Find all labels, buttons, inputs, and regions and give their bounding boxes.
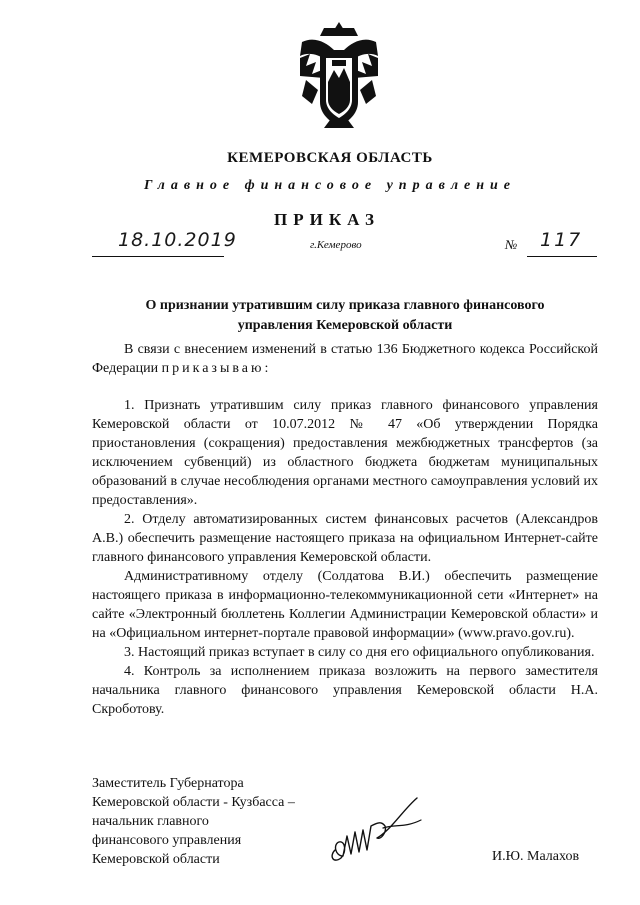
signatory-position (92, 774, 295, 869)
department-name: Главное финансовое управление (143, 178, 517, 193)
document-title (120, 296, 570, 336)
signatory-name: И.Ю. Малахов (492, 849, 580, 864)
position-line: Кемеровской области (92, 852, 220, 867)
document-type: ПРИКАЗ (274, 210, 380, 229)
order-item-1: 1. Признать утратившим силу приказ главного финансового управления Кемеровской области от 10.07.2012 № 47 «Об утверждении Порядка приостановления (сокращения) предоставления межбюджетных трансфертов (за исключением субвенций) из областного бюджета бюджетам муниципальных образований в случае несоблюдения органами местного самоуправления условий их предоставления». (92, 398, 598, 508)
position-line: начальник главного (92, 814, 209, 829)
document-city: г.Кемерово (310, 239, 362, 251)
title-line: управления Кемеровской области (237, 318, 453, 333)
document-date: 18.10.2019 (118, 229, 237, 251)
order-item-4: 4. Контроль за исполнением приказа возложить на первого заместителя начальника главного финансового управления Кемеровской области Н.А. Скроботову. (92, 664, 598, 717)
number-sign: № (505, 237, 518, 252)
document-body (92, 340, 598, 719)
handwritten-signature (325, 790, 430, 870)
position-line: Кемеровской области - Кузбасса – (92, 795, 295, 810)
position-line: Заместитель Губернатора (92, 776, 244, 791)
preamble-text: В связи с внесением изменений в статью 136 Бюджетного кодекса Российской Федерации (92, 342, 598, 376)
order-item-3: 3. Настоящий приказ вступает в силу со дня его официального опубликования. (124, 645, 595, 660)
coat-of-arms-emblem (296, 20, 382, 130)
order-item-2-admin: Административному отделу (Солдатова В.И.) обеспечить размещение настоящего приказа в информационно-телекоммуникационной сети «Интернет» на сайте «Электронный бюллетень Коллегии Администрации Кемеровской области» и на «Официальном интернет-портале правовой информации» (www.pravo.gov.ru). (92, 569, 598, 641)
position-line: финансового управления (92, 833, 242, 848)
preamble-paragraph (92, 340, 598, 378)
region-name: КЕМЕРОВСКАЯ ОБЛАСТЬ (227, 150, 433, 166)
order-item-2: 2. Отделу автоматизированных систем финансовых расчетов (Александров А.В.) обеспечить размещение настоящего приказа на официальном Интернет-сайте главного финансового управления Кемеровской области. (92, 512, 598, 565)
preamble-order-word: приказываю: (161, 361, 272, 376)
document-number: 117 (540, 229, 583, 251)
title-line: О признании утратившим силу приказа главного финансового (145, 298, 545, 313)
